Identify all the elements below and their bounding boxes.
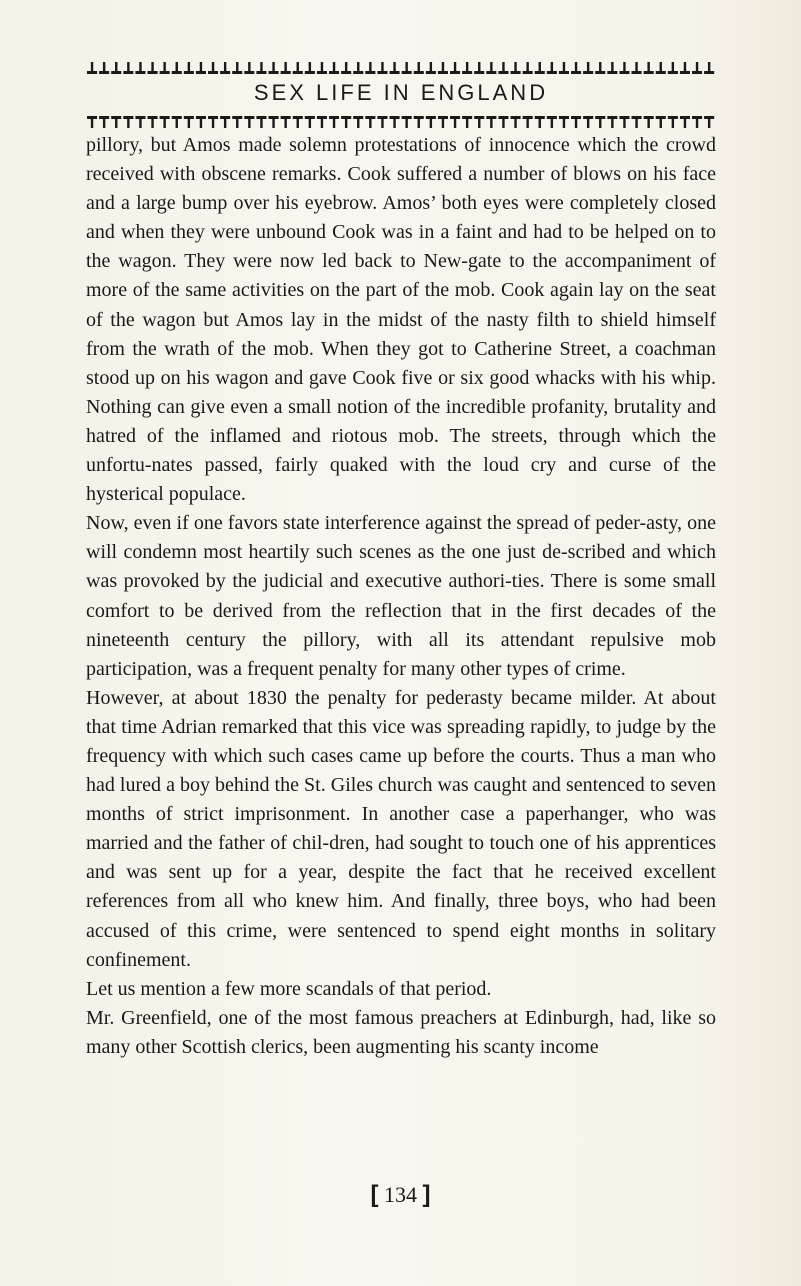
ornament-sort bbox=[281, 62, 291, 74]
ornament-sort bbox=[172, 116, 182, 128]
ornament-sort bbox=[293, 62, 303, 74]
right-bracket: ] bbox=[422, 1181, 431, 1208]
ornament-sort bbox=[353, 62, 363, 74]
ornament-sort bbox=[498, 116, 508, 128]
ornament-sort bbox=[414, 116, 424, 128]
paragraph: pillory, but Amos made solemn protestations of innocence which the crowd received with obscene remarks. Cook suffered a number of blows on his face and a large bump over his eyebrow. Amos’ both eyes were completely closed and when they were unbound Cook was in a faint and had to be helped on to the wagon. They were now led back to New-gate to the accompaniment of more of the same activities on the part of the mob. Cook again lay on the seat of the wagon but Amos lay in the midst of the nasty filth to shield himself from the wrath of the mob. When they got to Catherine Street, a coachman stood up on his wagon and gave Cook five or six good whacks with his whip. Nothing can give even a small notion of the incredible profanity, brutality and hatred of the inflamed and riotous mob. The streets, through which the unfortu-nates passed, fairly quaked with the loud cry and curse of the hysterical populace. bbox=[86, 134, 716, 506]
ornament-sort bbox=[547, 116, 557, 128]
ornament-sort bbox=[341, 62, 351, 74]
ornament-sort bbox=[450, 62, 460, 74]
ornament-sort bbox=[184, 62, 194, 74]
ornament-sort bbox=[511, 116, 521, 128]
ornament-sort bbox=[111, 62, 121, 74]
ornament-sort bbox=[99, 62, 109, 74]
ornament-sort bbox=[426, 62, 436, 74]
ornament-sort bbox=[365, 116, 375, 128]
ornament-sort bbox=[668, 116, 678, 128]
ornament-sort bbox=[402, 116, 412, 128]
paragraph: Now, even if one favors state interference against the spread of peder-asty, one will condemn most heartily such scenes as the one just de-scribed and which was provoked by the judicial and executive authori-ties. There is some small comfort to be derived from the reflection that in the first decades of the nineteenth century the pillory, with all its attendant repulsive mob participation, was a frequent penalty for many other types of crime. bbox=[86, 512, 716, 680]
ornament-sort bbox=[486, 116, 496, 128]
top-ornament-rule bbox=[86, 61, 716, 75]
ornament-sort bbox=[644, 62, 654, 74]
ornament-sort bbox=[196, 62, 206, 74]
ornament-sort bbox=[511, 62, 521, 74]
ornament-sort bbox=[269, 116, 279, 128]
ornament-sort bbox=[317, 116, 327, 128]
ornament-sort bbox=[148, 62, 158, 74]
ornament-sort bbox=[317, 62, 327, 74]
ornament-sort bbox=[269, 62, 279, 74]
ornament-sort bbox=[462, 62, 472, 74]
ornament-sort bbox=[293, 116, 303, 128]
ornament-sort bbox=[390, 62, 400, 74]
ornament-sort bbox=[329, 116, 339, 128]
ornament-sort bbox=[135, 116, 145, 128]
ornament-sort bbox=[523, 62, 533, 74]
ornament-sort bbox=[535, 116, 545, 128]
ornament-sort bbox=[619, 116, 629, 128]
ornament-sort bbox=[680, 116, 690, 128]
ornament-sort bbox=[619, 62, 629, 74]
ornament-sort bbox=[377, 62, 387, 74]
ornament-sort bbox=[656, 62, 666, 74]
ornament-sort bbox=[595, 116, 605, 128]
ornament-sort bbox=[692, 116, 702, 128]
ornament-sort bbox=[184, 116, 194, 128]
ornament-sort bbox=[595, 62, 605, 74]
ornament-sort bbox=[208, 62, 218, 74]
ornament-sort bbox=[644, 116, 654, 128]
ornament-sort bbox=[172, 62, 182, 74]
ornament-sort bbox=[111, 116, 121, 128]
paragraph: Mr. Greenfield, one of the most famous preachers at Edinburgh, had, like so many other Scottish clerics, been augmenting his scanty income bbox=[86, 1006, 716, 1058]
ornament-sort bbox=[571, 116, 581, 128]
ornament-sort bbox=[256, 116, 266, 128]
ornament-sort bbox=[87, 116, 97, 128]
ornament-sort bbox=[160, 116, 170, 128]
ornament-sort bbox=[583, 62, 593, 74]
ornament-sort bbox=[474, 62, 484, 74]
ornament-sort bbox=[365, 62, 375, 74]
ornament-sort bbox=[160, 62, 170, 74]
ornament-sort bbox=[123, 116, 133, 128]
ornament-sort bbox=[559, 62, 569, 74]
ornament-sort bbox=[704, 116, 714, 128]
paragraph: However, at about 1830 the penalty for pederasty became milder. At about that time Adrian remarked that this vice was spreading rapidly, to judge by the frequency with which such cases came up before the courts. Thus a man who had lured a boy behind the St. Giles church was caught and sentenced to seven months of strict imprisonment. In another case a paperhanger, who was married and the father of chil-dren, had sought to touch one of his apprentices and was sent up for a year, despite the fact that he received excellent references from all who knew him. And finally, three boys, who had been accused of this crime, were sentenced to spend eight months in solitary confinement. bbox=[86, 686, 716, 971]
ornament-sort bbox=[680, 62, 690, 74]
ornament-sort bbox=[559, 116, 569, 128]
ornament-sort bbox=[450, 116, 460, 128]
ornament-sort bbox=[256, 62, 266, 74]
ornament-sort bbox=[281, 116, 291, 128]
ornament-sort bbox=[668, 62, 678, 74]
ornament-sort bbox=[704, 62, 714, 74]
ornament-sort bbox=[390, 116, 400, 128]
ornament-sort bbox=[426, 116, 436, 128]
ornament-sort bbox=[486, 62, 496, 74]
bottom-ornament-rule bbox=[86, 115, 716, 129]
ornament-sort bbox=[607, 62, 617, 74]
ornament-sort bbox=[523, 116, 533, 128]
page-number-footer bbox=[0, 1181, 801, 1209]
ornament-sort bbox=[438, 62, 448, 74]
ornament-sort bbox=[232, 62, 242, 74]
ornament-sort bbox=[329, 62, 339, 74]
running-title: SEX LIFE IN ENGLAND bbox=[253, 80, 549, 105]
ornament-sort bbox=[232, 116, 242, 128]
ornament-sort bbox=[607, 116, 617, 128]
ornament-sort bbox=[99, 116, 109, 128]
ornament-sort bbox=[305, 62, 315, 74]
ornament-sort bbox=[341, 116, 351, 128]
ornament-sort bbox=[208, 116, 218, 128]
ornament-sort bbox=[220, 116, 230, 128]
ornament-sort bbox=[220, 62, 230, 74]
ornament-sort bbox=[244, 116, 254, 128]
ornament-sort bbox=[498, 62, 508, 74]
ornament-sort bbox=[135, 62, 145, 74]
page-number: 134 bbox=[384, 1182, 417, 1207]
ornament-sort bbox=[196, 116, 206, 128]
ornament-sort bbox=[148, 116, 158, 128]
ornament-sort bbox=[583, 116, 593, 128]
ornament-sort bbox=[377, 116, 387, 128]
ornament-sort bbox=[535, 62, 545, 74]
ornament-sort bbox=[462, 116, 472, 128]
ornament-sort bbox=[632, 62, 642, 74]
ornament-sort bbox=[474, 116, 484, 128]
ornament-sort bbox=[571, 62, 581, 74]
left-bracket: [ bbox=[370, 1181, 379, 1208]
ornament-sort bbox=[87, 62, 97, 74]
ornament-sort bbox=[547, 62, 557, 74]
ornament-sort bbox=[438, 116, 448, 128]
paragraph: Let us mention a few more scandals of that period. bbox=[86, 977, 492, 1000]
body-text bbox=[86, 131, 716, 1062]
ornament-sort bbox=[353, 116, 363, 128]
ornament-sort bbox=[305, 116, 315, 128]
ornament-sort bbox=[402, 62, 412, 74]
ornament-sort bbox=[632, 116, 642, 128]
ornament-sort bbox=[656, 116, 666, 128]
ornament-sort bbox=[414, 62, 424, 74]
ornament-sort bbox=[244, 62, 254, 74]
ornament-sort bbox=[692, 62, 702, 74]
ornament-sort bbox=[123, 62, 133, 74]
